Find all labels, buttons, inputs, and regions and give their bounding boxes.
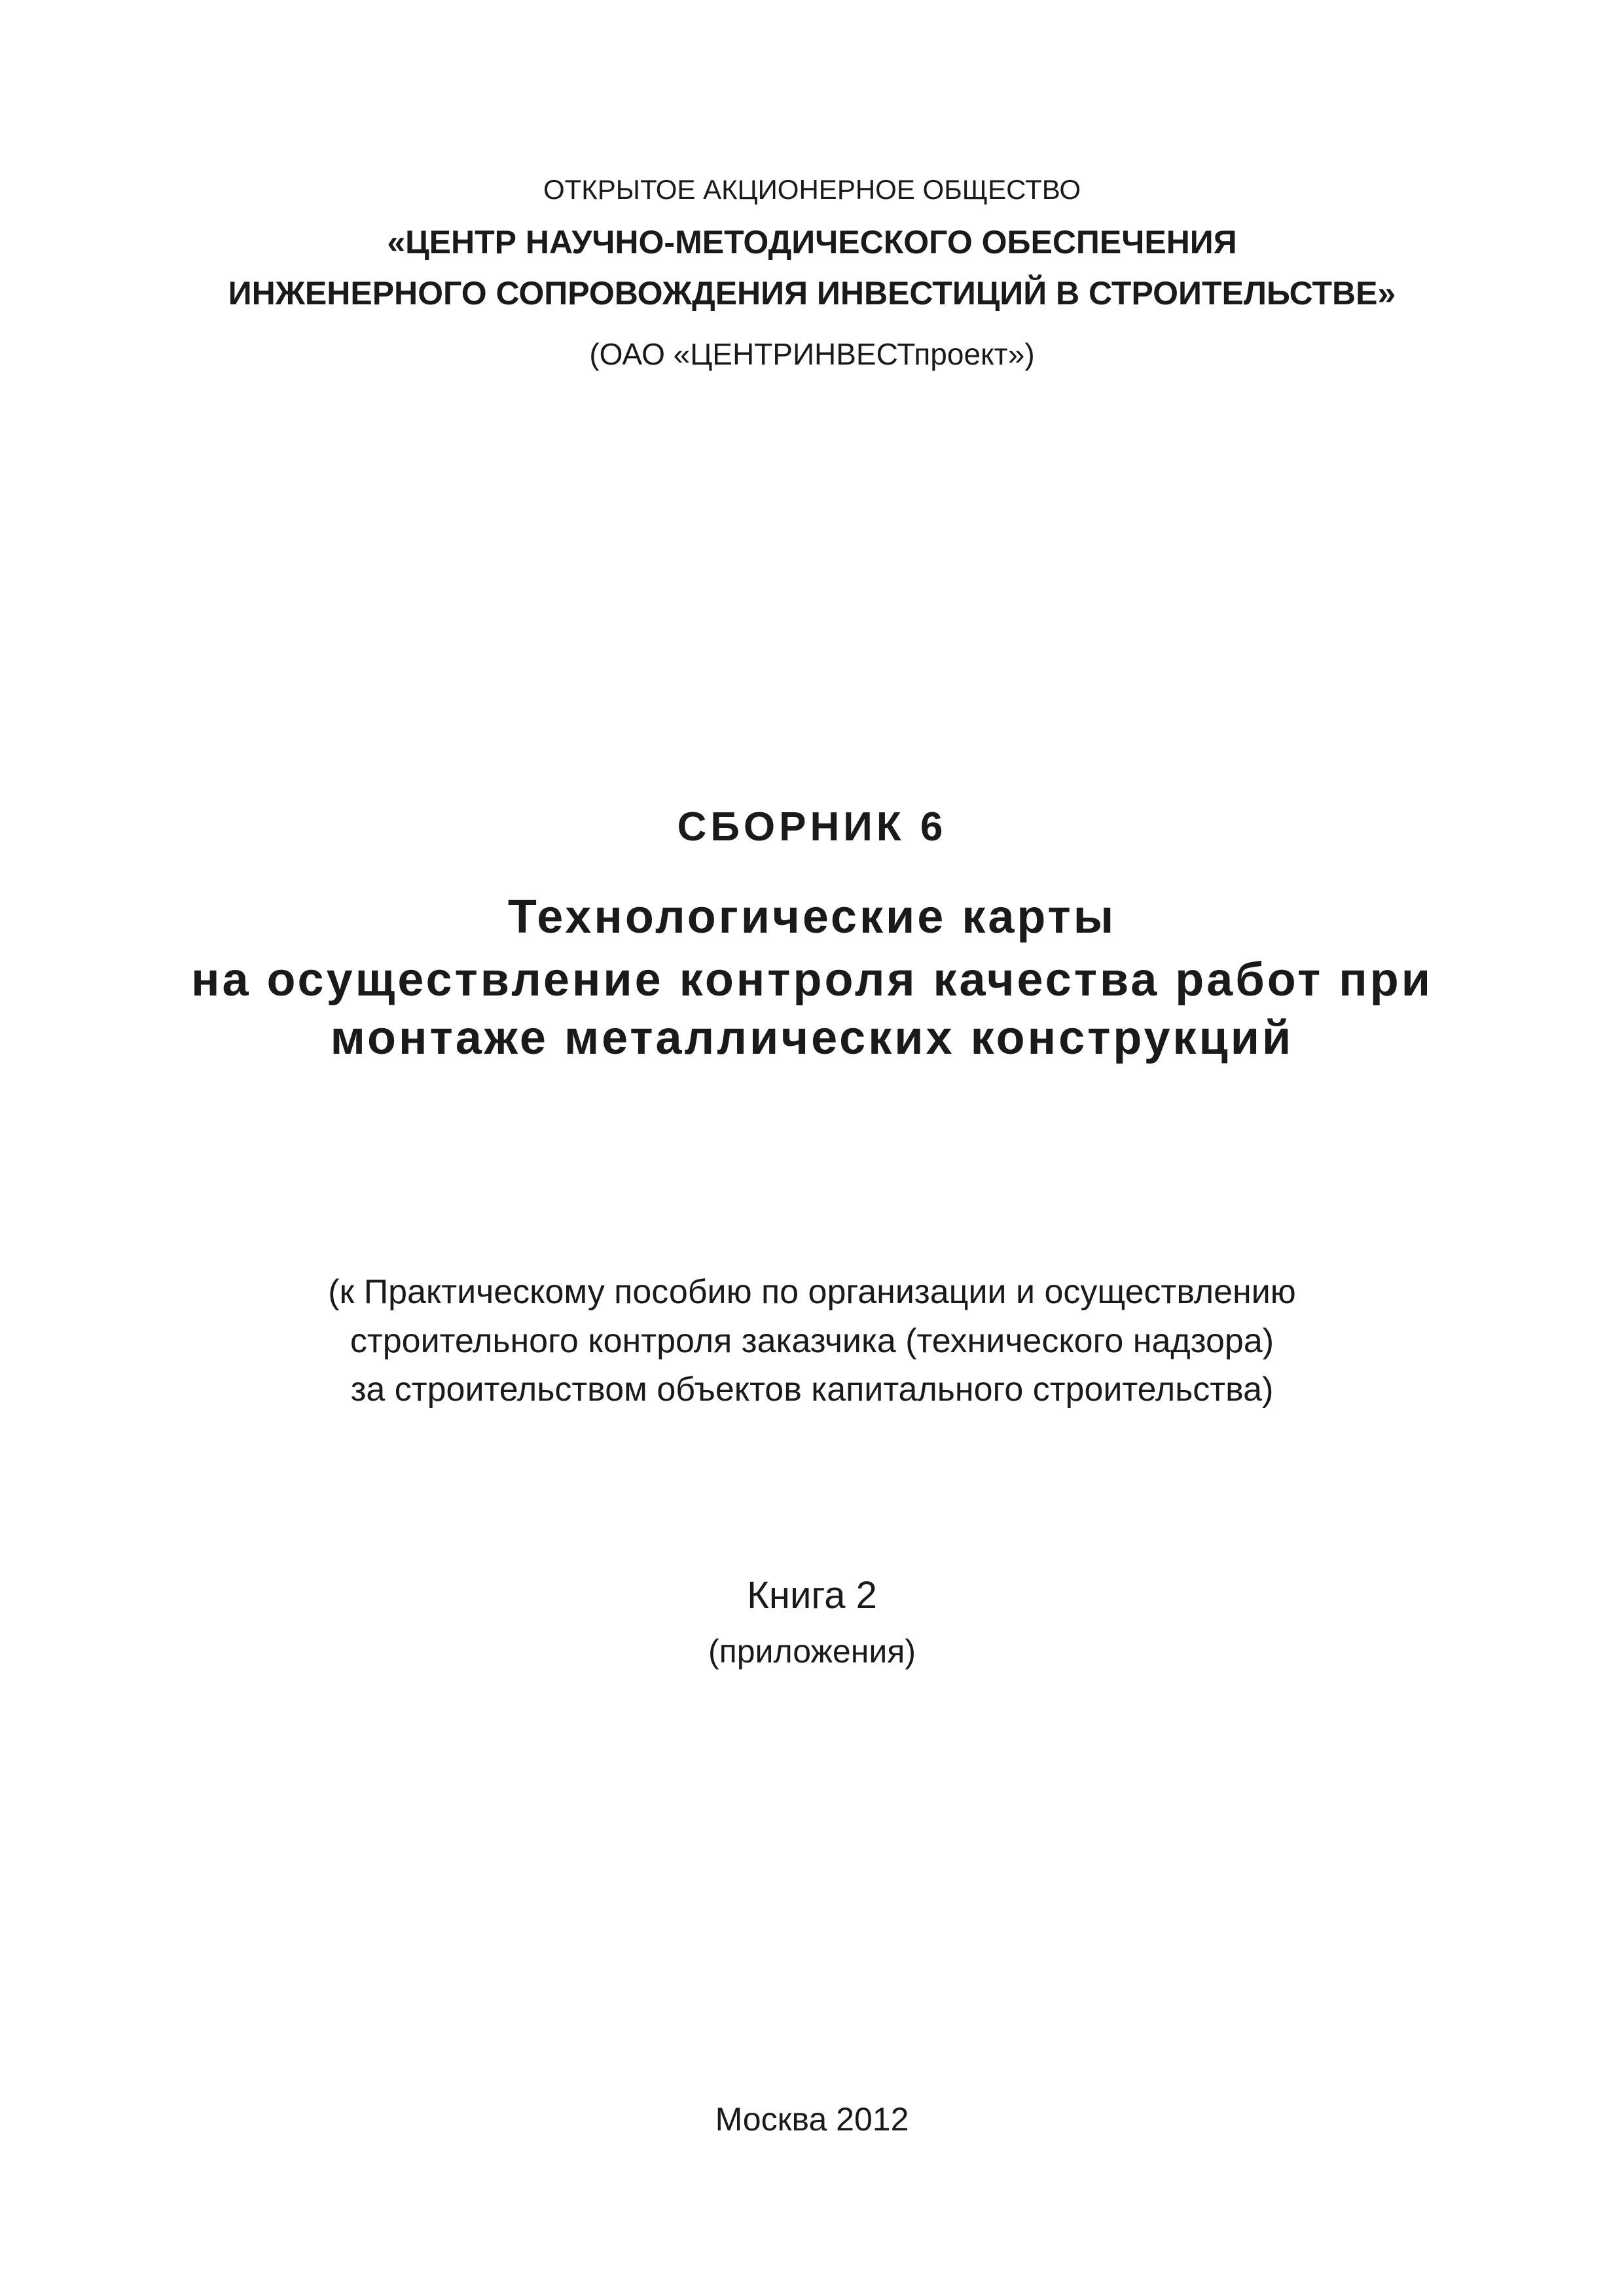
- document-title-line-3: монтаже металлических конструкций: [330, 1012, 1294, 1064]
- organization-name-line-1: «ЦЕНТР НАУЧНО-МЕТОДИЧЕСКОГО ОБЕСПЕЧЕНИЯ: [387, 224, 1237, 260]
- document-title-line-2: на осуществление контроля качества работ при: [190, 954, 1433, 1006]
- collection-number: СБОРНИК 6: [677, 804, 947, 850]
- organization-type: ОТКРЫТОЕ АКЦИОНЕРНОЕ ОБЩЕСТВО: [543, 174, 1081, 205]
- subtitle-line-3: за строительством объектов капитального строительства): [350, 1371, 1274, 1408]
- document-title-line-1: Технологические карты: [507, 891, 1117, 943]
- organization-abbreviation: (ОАО «ЦЕНТРИНВЕСТпроект»): [589, 337, 1035, 371]
- book-number: Книга 2: [747, 1574, 877, 1617]
- book-note: (приложения): [708, 1633, 916, 1670]
- subtitle-line-2: строительного контроля заказчика (технического надзора): [350, 1322, 1274, 1360]
- subtitle-line-1: (к Практическому пособию по организации и осуществлению: [328, 1273, 1296, 1311]
- organization-name-line-2: ИНЖЕНЕРНОГО СОПРОВОЖДЕНИЯ ИНВЕСТИЦИЙ В СТРОИТЕЛЬСТВЕ»: [228, 275, 1396, 312]
- place-and-year: Москва 2012: [715, 2101, 909, 2138]
